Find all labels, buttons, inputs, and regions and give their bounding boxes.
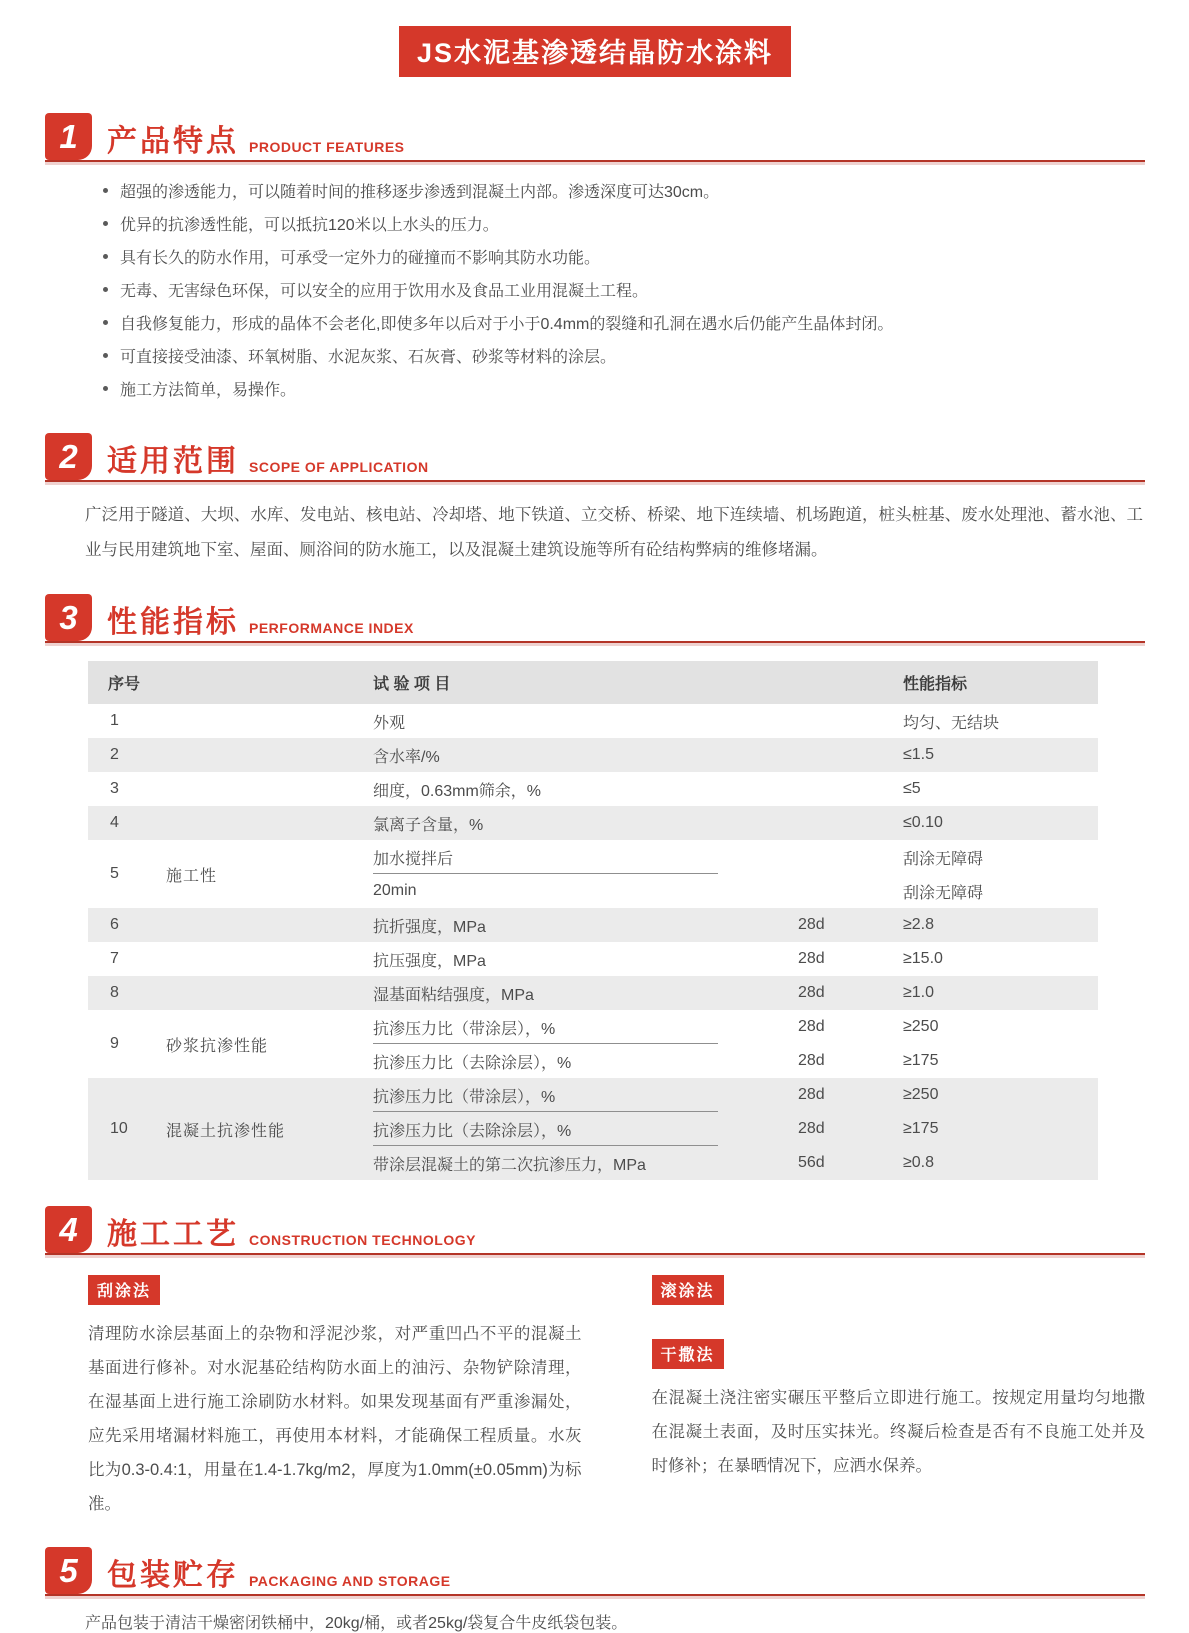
section3-header	[45, 594, 1145, 643]
table-row	[88, 738, 1098, 772]
table-sub-row	[373, 704, 1098, 738]
cell-age: 56d	[798, 1154, 825, 1171]
table-row	[88, 806, 1098, 840]
section1-title: 产品特点	[107, 125, 239, 158]
cell-index: 刮涂无障碍	[903, 850, 984, 868]
section5-number: 5	[45, 1547, 92, 1594]
cell-item: 抗渗压力比（带涂层），%	[373, 1088, 556, 1106]
scope-paragraph: 广泛用于隧道、大坝、水库、发电站、核电站、冷却塔、地下铁道、立交桥、桥梁、地下连续墙、机场跑道，桩头桩基、废水处理池、蓄水池、工业与民用建筑地下室、屋面、厕浴间的防水施工，以及混凝土建筑设施等所有砼结构弊病的维修堵漏。	[85, 506, 1143, 559]
feature-item	[103, 242, 1145, 275]
cell-category: 混凝土抗渗性能	[166, 1122, 286, 1140]
cell-no: 9	[110, 1035, 119, 1052]
cell-item: 抗渗压力比（去除涂层），%	[373, 1122, 572, 1140]
feature-item	[103, 308, 1145, 341]
sub-rows	[373, 738, 1098, 772]
cell-item: 带涂层混凝土的第二次抗渗压力，MPa	[373, 1156, 646, 1174]
cell-index: ≥175	[903, 1052, 939, 1069]
table-sub-row	[373, 874, 1098, 908]
table-row	[88, 908, 1098, 942]
cell-index: ≥2.8	[903, 916, 935, 933]
feature-text: 可直接接受油漆、环氧树脂、水泥灰浆、石灰膏、砂浆等材料的涂层。	[120, 349, 617, 366]
feature-text: 施工方法简单，易操作。	[120, 382, 297, 399]
sub-rows	[373, 840, 1098, 908]
cell-category: 砂浆抗渗性能	[166, 1037, 269, 1055]
section2-header	[45, 433, 1145, 482]
cell-category	[158, 704, 373, 738]
cell-category	[158, 738, 373, 772]
cell-item: 细度，0.63mm筛余，%	[373, 782, 542, 800]
table-sub-row	[373, 1112, 1098, 1146]
cell-index: ≥175	[903, 1120, 939, 1137]
table-sub-row	[373, 942, 1098, 976]
sub-rows	[373, 704, 1098, 738]
cell-no: 10	[110, 1120, 128, 1137]
sub-rows	[373, 772, 1098, 806]
bullet-icon	[103, 287, 108, 292]
section1-header	[45, 113, 1145, 162]
cell-index: ≥0.8	[903, 1154, 935, 1171]
feature-text: 无毒、无害绿色环保，可以安全的应用于饮用水及食品工业用混凝土工程。	[120, 283, 649, 300]
sub-rows	[373, 942, 1098, 976]
cell-item: 抗渗压力比（带涂层），%	[373, 1020, 556, 1038]
method-column-right	[652, 1275, 1146, 1521]
product-title-banner: JS水泥基渗透结晶防水涂料	[399, 26, 791, 77]
cell-no: 7	[110, 950, 119, 967]
cell-age: 28d	[798, 1120, 825, 1137]
perf-table-body	[88, 704, 1098, 1180]
table-row	[88, 942, 1098, 976]
section1-number: 1	[45, 113, 92, 160]
sub-rows	[373, 976, 1098, 1010]
cell-no: 6	[110, 916, 119, 933]
bullet-icon	[103, 320, 108, 325]
section5-title: 包装贮存	[107, 1559, 239, 1592]
cell-age: 28d	[798, 1018, 825, 1035]
cell-item: 抗折强度，MPa	[373, 918, 486, 936]
cell-index: 均匀、无结块	[903, 714, 1000, 732]
feature-text: 优异的抗渗透性能，可以抵抗120米以上水头的压力。	[120, 217, 499, 234]
table-sub-row	[373, 840, 1098, 874]
section5-subtitle: PACKAGING AND STORAGE	[249, 1573, 451, 1589]
cell-index: ≥250	[903, 1086, 939, 1103]
table-sub-row	[373, 1146, 1098, 1180]
table-row	[88, 840, 1098, 908]
banner-wrap	[45, 26, 1145, 77]
table-sub-row	[373, 738, 1098, 772]
cell-category: 施工性	[166, 867, 218, 885]
cell-item: 氯离子含量，%	[373, 816, 484, 834]
table-sub-row	[373, 772, 1098, 806]
sub-rows	[373, 1010, 1098, 1078]
sub-rows	[373, 908, 1098, 942]
cell-item: 20min	[373, 882, 417, 899]
cell-no: 8	[110, 984, 119, 1001]
feature-item	[103, 341, 1145, 374]
packaging-paragraph: 产品包装于清洁干燥密闭铁桶中，20kg/桶，或者25kg/袋复合牛皮纸袋包装。	[85, 1615, 628, 1632]
cell-category	[158, 908, 373, 942]
cell-index: ≤1.5	[903, 746, 935, 763]
section2-title: 适用范围	[107, 445, 239, 478]
features-list	[103, 176, 1145, 407]
feature-item	[103, 374, 1145, 407]
section4-title: 施工工艺	[107, 1218, 239, 1251]
cell-index: 刮涂无障碍	[903, 884, 984, 902]
cell-category	[158, 942, 373, 976]
performance-table	[88, 661, 1098, 1180]
method-badge-roll: 滚涂法	[652, 1275, 724, 1305]
cell-no: 3	[110, 780, 119, 797]
table-sub-row	[373, 1078, 1098, 1112]
cell-index: ≥15.0	[903, 950, 943, 967]
section4-number: 4	[45, 1206, 92, 1253]
bullet-icon	[103, 353, 108, 358]
bullet-icon	[103, 386, 108, 391]
header-item: 试 验 项 目	[373, 676, 451, 693]
feature-text: 具有长久的防水作用，可承受一定外力的碰撞而不影响其防水功能。	[120, 250, 601, 267]
table-sub-row	[373, 976, 1098, 1010]
cell-category	[158, 772, 373, 806]
section3-title: 性能指标	[107, 606, 239, 639]
cell-age: 28d	[798, 950, 825, 967]
cell-item: 抗渗压力比（去除涂层），%	[373, 1054, 572, 1072]
section2-number: 2	[45, 433, 92, 480]
cell-no: 4	[110, 814, 119, 831]
method-badge-dry: 干撒法	[652, 1339, 724, 1369]
table-sub-row	[373, 806, 1098, 840]
cell-category	[158, 806, 373, 840]
cell-age: 28d	[798, 916, 825, 933]
cell-age: 28d	[798, 1052, 825, 1069]
cell-index: ≤0.10	[903, 814, 943, 831]
section1-subtitle: PRODUCT FEATURES	[249, 139, 405, 155]
feature-item	[103, 275, 1145, 308]
cell-no: 2	[110, 746, 119, 763]
feature-text: 自我修复能力，形成的晶体不会老化,即使多年以后对于小于0.4mm的裂缝和孔洞在遇水后仍能产生晶体封闭。	[120, 316, 894, 333]
table-header-row	[88, 661, 1098, 704]
bullet-icon	[103, 221, 108, 226]
bullet-icon	[103, 188, 108, 193]
table-sub-row	[373, 908, 1098, 942]
section3-subtitle: PERFORMANCE INDEX	[249, 620, 414, 636]
section2-subtitle: SCOPE OF APPLICATION	[249, 459, 429, 475]
feature-text: 超强的渗透能力，可以随着时间的推移逐步渗透到混凝土内部。渗透深度可达30cm。	[120, 184, 720, 201]
feature-item	[103, 209, 1145, 242]
table-row	[88, 976, 1098, 1010]
cell-item: 抗压强度，MPa	[373, 952, 486, 970]
cell-item: 含水率/%	[373, 748, 440, 766]
bullet-icon	[103, 254, 108, 259]
section3-number: 3	[45, 594, 92, 641]
method-spacer	[652, 1305, 1146, 1339]
cell-index: ≥1.0	[903, 984, 935, 1001]
section5-header	[45, 1547, 1145, 1596]
methods-columns	[88, 1275, 1145, 1521]
table-row	[88, 1078, 1098, 1180]
table-row	[88, 1010, 1098, 1078]
table-sub-row	[373, 1010, 1098, 1044]
table-row	[88, 772, 1098, 806]
feature-item	[103, 176, 1145, 209]
section4-header	[45, 1206, 1145, 1255]
cell-item: 外观	[373, 714, 406, 732]
header-index: 性能指标	[903, 676, 968, 693]
cell-item: 湿基面粘结强度，MPa	[373, 986, 534, 1004]
section4-subtitle: CONSTRUCTION TECHNOLOGY	[249, 1232, 476, 1248]
method-text-dry: 在混凝土浇注密实碾压平整后立即进行施工。按规定用量均匀地撒在混凝土表面，及时压实抹光。终凝后检查是否有不良施工处并及时修补；在暴晒情况下，应洒水保养。	[651, 1389, 1145, 1475]
table-row	[88, 704, 1098, 738]
header-no: 序号	[108, 676, 141, 693]
method-badge-scrape: 刮涂法	[88, 1275, 160, 1305]
cell-item: 加水搅拌后	[373, 850, 454, 868]
cell-category	[158, 976, 373, 1010]
sub-rows	[373, 806, 1098, 840]
cell-index: ≥250	[903, 1018, 939, 1035]
cell-age: 28d	[798, 984, 825, 1001]
method-text-scrape: 清理防水涂层基面上的杂物和浮泥沙浆，对严重凹凸不平的混凝土基面进行修补。对水泥基砼结构防水面上的油污、杂物铲除清理，在湿基面上进行施工涂刷防水材料。如果发现基面有严重渗漏处，应先采用堵漏材料施工，再使用本材料，才能确保工程质量。水灰比为0.3-0.4:1，用量在1.4-1.7kg/m2，厚度为1.0mm(±0.05mm)为标准。	[88, 1325, 582, 1513]
cell-age: 28d	[798, 1086, 825, 1103]
cell-no: 5	[110, 865, 119, 882]
cell-no: 1	[110, 712, 119, 729]
cell-index: ≤5	[903, 780, 921, 797]
method-column-left	[88, 1275, 582, 1521]
table-sub-row	[373, 1044, 1098, 1078]
sub-rows	[373, 1078, 1098, 1180]
